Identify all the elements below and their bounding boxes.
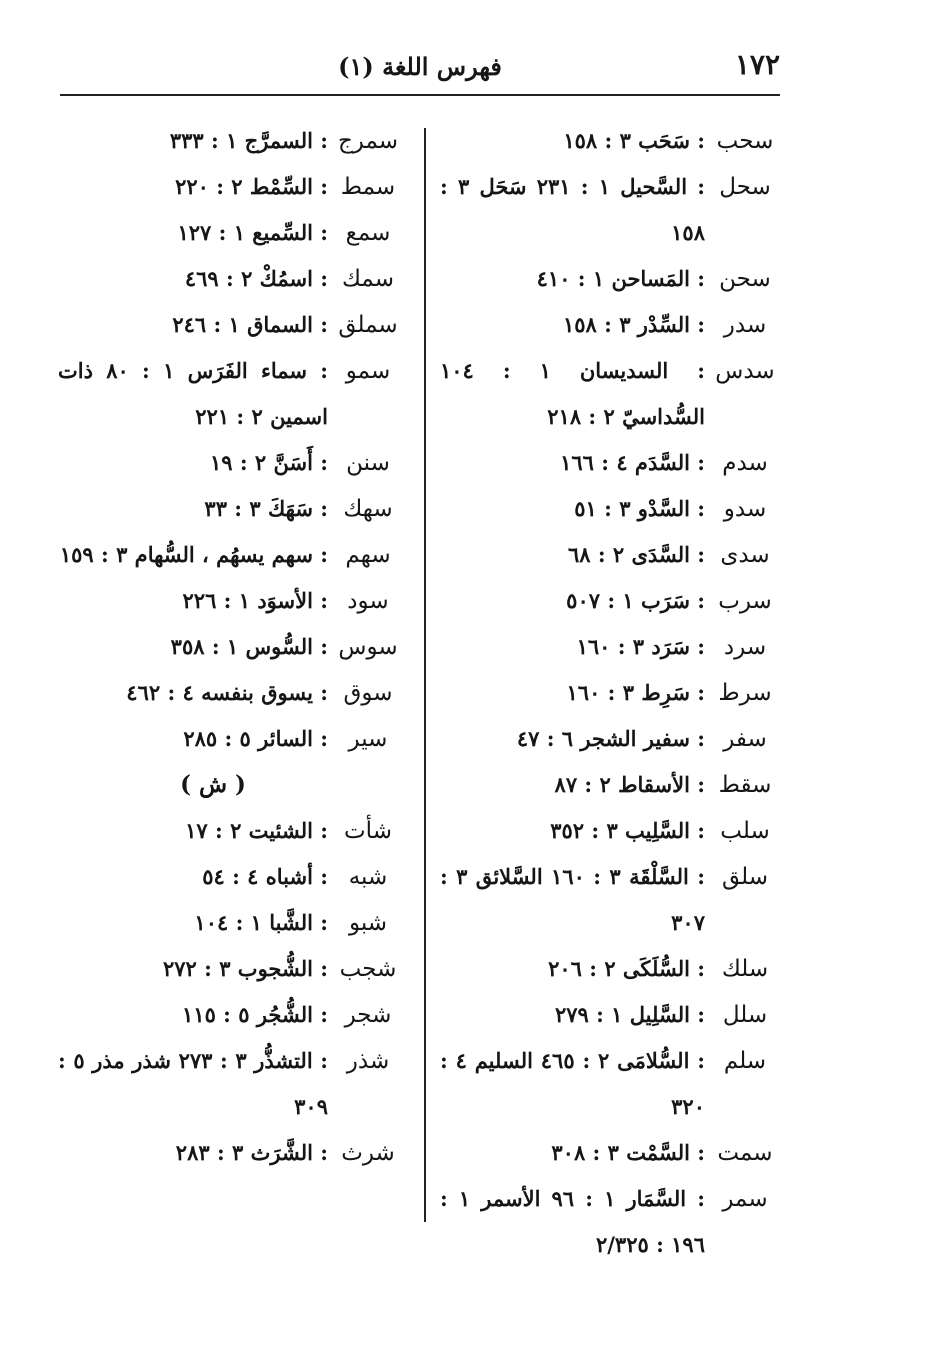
index-entry xyxy=(440,302,785,348)
right-column xyxy=(440,118,785,1268)
index-entry xyxy=(58,256,408,302)
entry-root: سرط xyxy=(718,680,772,706)
entry-text: : السِّمْط ٢ : ٢٢٠ xyxy=(175,174,328,199)
entry-root: سير xyxy=(348,726,388,752)
index-entry xyxy=(440,256,785,302)
entry-text: : السائر ٥ : ٢٨٥ xyxy=(183,726,328,751)
page-header xyxy=(60,46,780,92)
entry-text: : سهم يسهُم ، السُّهام ٣ : ١٥٩ xyxy=(59,542,328,567)
index-entry xyxy=(58,164,408,210)
index-entry xyxy=(440,578,785,624)
index-entry xyxy=(58,670,408,716)
index-entry xyxy=(440,854,785,946)
entry-text: : أشباه ٤ : ٥٤ xyxy=(202,864,328,889)
index-entry xyxy=(58,1130,408,1176)
left-column xyxy=(58,118,408,1176)
index-entry xyxy=(440,670,785,716)
entry-text: : أَسَنَّ ٢ : ١٩ xyxy=(209,450,328,475)
index-entry xyxy=(440,1130,785,1176)
entry-text: : التشذُّر ٣ : ٢٧٣ شذر مذر ٥ : ٣٠٩ xyxy=(58,1048,328,1119)
entry-root: شذر xyxy=(346,1048,390,1074)
entry-text: : السَّلِيل ١ : ٢٧٩ xyxy=(554,1002,705,1027)
entry-root: سمو xyxy=(345,358,391,384)
index-entry xyxy=(440,946,785,992)
entry-root: سحن xyxy=(719,266,771,292)
entry-text: : سَهَكَ ٣ : ٣٣ xyxy=(204,496,328,521)
entry-text: : الشَّبا ١ : ١٠٤ xyxy=(194,910,328,935)
entry-text: : سفير الشجر ٦ : ٤٧ xyxy=(516,726,705,751)
index-entry xyxy=(58,624,408,670)
entry-text: : السَّلِيب ٣ : ٣٥٢ xyxy=(550,818,705,843)
index-entry xyxy=(58,302,408,348)
entry-text: : الأسقاط ٢ : ٨٧ xyxy=(554,772,705,797)
index-entry xyxy=(58,808,408,854)
entry-root: سدر xyxy=(723,312,767,338)
entry-root: سفر xyxy=(723,726,767,752)
entry-root: سمت xyxy=(717,1140,773,1166)
index-entry xyxy=(58,992,408,1038)
entry-text: : سماء الفَرَس ١ : ٨٠ ذات اسمين ٢ : ٢٢١ xyxy=(58,358,328,429)
entry-root: سلق xyxy=(721,864,769,890)
entry-text: : سَرَد ٣ : ١٦٠ xyxy=(576,634,705,659)
entry-root: شجب xyxy=(339,956,397,982)
entry-root: سرب xyxy=(718,588,772,614)
index-entry xyxy=(440,440,785,486)
page-title: فهرس اللغة (١) xyxy=(338,52,502,81)
entry-root: سنن xyxy=(346,450,390,476)
index-entry xyxy=(58,532,408,578)
index-entry xyxy=(440,1038,785,1130)
index-entry xyxy=(58,578,408,624)
index-entry xyxy=(440,118,785,164)
entry-text: : الشُّجوب ٣ : ٢٧٢ xyxy=(162,956,328,981)
index-entry xyxy=(58,486,408,532)
entry-root: سدم xyxy=(722,450,768,476)
index-entry xyxy=(440,1176,785,1268)
entry-root: سرد xyxy=(723,634,767,660)
entry-text: : السَّمَار ١ : ٩٦ الأسمر ١ : ١٩٦ : ٢/٣٢٥ xyxy=(440,1186,705,1257)
entry-text: : السَّدَى ٢ : ٦٨ xyxy=(567,542,705,567)
entry-root: سمط xyxy=(340,174,396,200)
section-heading: ( ش ) xyxy=(180,771,246,798)
index-entry xyxy=(58,440,408,486)
entry-root: سمر xyxy=(722,1186,768,1212)
entry-text: : السمرَّج ١ : ٣٣٣ xyxy=(169,128,328,153)
entry-text: : السَّلْقَة ٣ : ١٦٠ السَّلائق ٣ : ٣٠٧ xyxy=(440,864,705,935)
entry-text: : السماق ١ : ٢٤٦ xyxy=(172,312,328,337)
entry-text: : سَرَب ١ : ٥٠٧ xyxy=(566,588,705,613)
entry-root: سهك xyxy=(343,496,393,522)
entry-text: : المَساحن ١ : ٤١٠ xyxy=(536,266,705,291)
column-divider xyxy=(424,128,426,1222)
index-entry xyxy=(440,164,785,256)
index-entry xyxy=(58,854,408,900)
index-entry xyxy=(58,900,408,946)
entry-root: سلب xyxy=(720,818,770,844)
index-entry xyxy=(440,486,785,532)
index-entry xyxy=(440,716,785,762)
entry-text: : السَّمْت ٣ : ٣٠٨ xyxy=(551,1140,705,1165)
index-entry xyxy=(440,624,785,670)
index-entry xyxy=(58,716,408,762)
entry-text: : الشئيت ٢ : ١٧ xyxy=(185,818,328,843)
entry-root: سدو xyxy=(723,496,767,522)
entry-text: : السِّدْر ٣ : ١٥٨ xyxy=(562,312,705,337)
entry-text: : السَّحيل ١ : ٢٣١ سَحَل ٣ : ١٥٨ xyxy=(440,174,705,245)
entry-root: سحب xyxy=(716,128,774,154)
entry-text: : السُّوس ١ : ٣٥٨ xyxy=(170,634,328,659)
entry-root: سمرج xyxy=(337,128,399,154)
entry-root: شأت xyxy=(344,818,392,844)
entry-text: : الشَّرَث ٣ : ٢٨٣ xyxy=(175,1140,328,1165)
entry-root: شجر xyxy=(344,1002,392,1028)
entry-text: : السُّلامَى ٢ : ٤٦٥ السليم ٤ : ٣٢٠ xyxy=(440,1048,705,1119)
entry-text: : الشُّجُر ٥ : ١١٥ xyxy=(182,1002,328,1027)
entry-root: سهم xyxy=(345,542,391,568)
entry-root: شبو xyxy=(348,910,388,936)
entry-root: سوس xyxy=(338,634,398,660)
entry-root: سقط xyxy=(718,772,772,798)
entry-text: : اسمُكْ ٢ : ٤٦٩ xyxy=(184,266,328,291)
index-entry xyxy=(58,1038,408,1130)
entry-text: : الأسوَد ١ : ٢٢٦ xyxy=(182,588,328,613)
entry-text: : السُّلَكَى ٢ : ٢٠٦ xyxy=(548,956,705,981)
entry-root: سود xyxy=(347,588,389,614)
header-rule xyxy=(60,94,780,96)
entry-root: سلم xyxy=(723,1048,767,1074)
entry-root: سدى xyxy=(720,542,770,568)
entry-root: سدس xyxy=(715,358,775,384)
index-entry xyxy=(440,762,785,808)
entry-text: : سَرِط ٣ : ١٦٠ xyxy=(566,680,705,705)
index-entry xyxy=(58,946,408,992)
entry-root: سلل xyxy=(722,1002,768,1028)
index-entry xyxy=(440,348,785,440)
entry-text: : يسوق بنفسه ٤ : ٤٦٢ xyxy=(126,680,328,705)
index-entry xyxy=(440,992,785,1038)
entry-root: سحل xyxy=(719,174,771,200)
page-number: ١٧٢ xyxy=(734,48,780,81)
entry-root: سمع xyxy=(345,220,391,246)
entry-root: سمك xyxy=(342,266,394,292)
entry-text: : سَحَب ٣ : ١٥٨ xyxy=(563,128,705,153)
entry-root: سملق xyxy=(338,312,398,338)
index-entry xyxy=(58,348,408,440)
entry-text: : السديسان ١ : ١٠٤ السُّداسيّ ٢ : ٢١٨ xyxy=(440,358,706,429)
entry-text: : السَّدَم ٤ : ١٦٦ xyxy=(560,450,705,475)
index-entry xyxy=(440,808,785,854)
index-entry xyxy=(440,532,785,578)
entry-root: سوق xyxy=(343,680,393,706)
entry-root: سلك xyxy=(721,956,769,982)
index-entry xyxy=(58,118,408,164)
index-entry xyxy=(58,210,408,256)
entry-root: شرث xyxy=(341,1140,395,1166)
entry-root: شبه xyxy=(348,864,388,890)
entry-text: : السِّميع ١ : ١٢٧ xyxy=(177,220,328,245)
entry-text: : السَّدْو ٣ : ٥١ xyxy=(574,496,705,521)
